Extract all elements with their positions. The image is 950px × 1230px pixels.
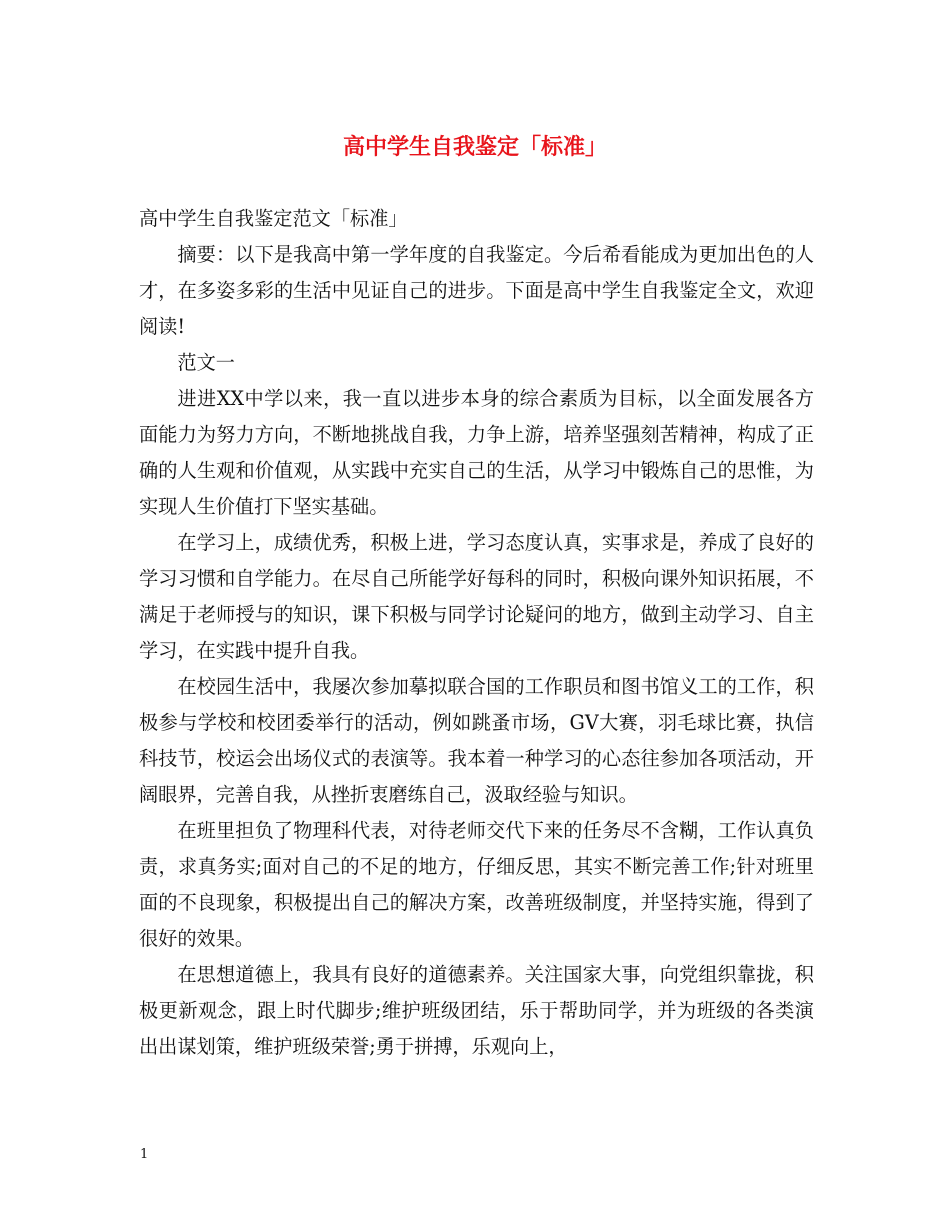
page-number: 1 — [140, 1147, 149, 1162]
body-paragraph: 在学习上，成绩优秀，积极上进，学习态度认真，实事求是，养成了良好的学习习惯和自学能力。在尽自己所能学好每科的同时，积极向课外知识拓展，不满足于老师授与的知识，课下积极与同学讨论疑问的地方，做到主动学习、自主学习，在实践中提升自我。 — [139, 531, 814, 662]
body-paragraph: 进进XX中学以来，我一直以进步本身的综合素质为目标，以全面发展各方面能力为努力方向，不断地挑战自我，力争上游，培养坚强刻苦精神，构成了正确的人生观和价值观，从实践中充实自己的生活，从学习中锻炼自己的思惟，为实现人生价值打下坚实基础。 — [139, 387, 814, 518]
document-title: 高中学生自我鉴定「标准」 — [342, 134, 607, 160]
section-heading: 范文一 — [177, 351, 235, 374]
subtitle-paragraph: 高中学生自我鉴定范文「标准」 — [139, 207, 408, 230]
document-body — [139, 201, 814, 1065]
body-paragraph: 在思想道德上，我具有良好的道德素养。关注国家大事，向党组织靠拢，积极更新观念，跟上时代脚步;维护班级团结，乐于帮助同学，并为班级的各类演出出谋划策，维护班级荣誉;勇于拼搏，乐观向上， — [139, 963, 814, 1058]
body-paragraph: 在校园生活中，我屡次参加摹拟联合国的工作职员和图书馆义工的工作，积极参与学校和校团委举行的活动，例如跳蚤市场，GV大赛，羽毛球比赛，执信科技节，校运会出场仪式的表演等。我本着一种学习的心态往参加各项活动，开阔眼界，完善自我，从挫折衷磨练自己，汲取经验与知识。 — [139, 675, 814, 806]
body-paragraph: 在班里担负了物理科代表，对待老师交代下来的任务尽不含糊，工作认真负责，求真务实;面对自己的不足的地方，仔细反思，其实不断完善工作;针对班里面的不良现象，积极提出自己的解决方案，改善班级制度，并坚持实施，得到了很好的效果。 — [139, 819, 814, 950]
abstract-paragraph: 摘要：以下是我高中第一学年度的自我鉴定。今后希看能成为更加出色的人才，在多姿多彩的生活中见证自己的进步。下面是高中学生自我鉴定全文，欢迎阅读! — [139, 243, 814, 338]
